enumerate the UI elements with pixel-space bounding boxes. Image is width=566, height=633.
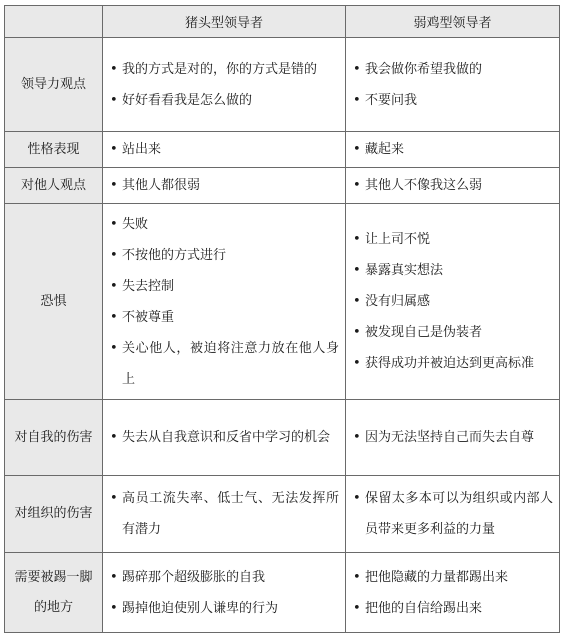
bullet-list [109,170,339,201]
pig-head-cell [103,38,346,132]
list-item: • 暴露真实想法 [352,255,553,286]
list-item: • 好好看看我是怎么做的 [109,85,339,116]
list-item: • 没有归属感 [352,286,553,317]
bullet-list [352,134,553,165]
list-item: • 失去从自我意识和反省中学习的机会 [109,422,339,453]
header-pig-head-leader: 猪头型领导者 [103,6,346,38]
bullet-list [352,562,553,624]
weak-chicken-cell [346,400,560,476]
list-item: • 我会做你希望我做的 [352,54,553,85]
row-label-text: 对组织的伤害 [14,506,93,521]
row-label-text: 恐惧 [40,293,67,309]
bullet-list [352,54,553,116]
pig-head-cell [103,204,346,400]
bullet-list [352,483,553,545]
list-item: • 不被尊重 [109,302,339,333]
list-item: • 保留太多本可以为组织或内部人员带来更多利益的力量 [352,483,553,545]
pig-head-cell [103,476,346,553]
header-corner-cell [5,6,103,38]
header-weak-chicken-leader: 弱鸡型领导者 [346,6,560,38]
bullet-list [109,134,339,165]
pig-head-cell [103,553,346,633]
row-label-text: 对他人观点 [20,177,86,193]
list-item: • 被发现自己是伪装者 [352,317,553,348]
list-item: • 高员工流失率、低士气、无法发挥所有潜力 [109,483,339,545]
bullet-list [352,170,553,201]
list-item: • 不按他的方式进行 [109,240,339,271]
pig-head-cell [103,132,346,168]
weak-chicken-cell [346,38,560,132]
list-item: • 获得成功并被迫达到更高标准 [352,348,553,379]
row-label-text: 需要被踢一脚的地方 [14,569,93,615]
list-item: • 不要问我 [352,85,553,116]
table-row [5,553,560,633]
list-item: • 把他的自信给踢出来 [352,593,553,624]
list-item: • 站出来 [109,134,339,165]
row-label [5,168,103,204]
weak-chicken-cell [346,553,560,633]
list-item: • 其他人都很弱 [109,170,339,201]
bullet-list [109,562,339,624]
bullet-list [109,209,339,395]
row-label-text: 对自我的伤害 [14,429,93,445]
table-row [5,168,560,204]
bullet-list [352,224,553,379]
bullet-list [109,54,339,116]
table-row [5,204,560,400]
list-item: • 把他隐藏的力量都踢出来 [352,562,553,593]
row-label [5,476,103,553]
bullet-list [109,422,339,453]
list-item: • 关心他人，被迫将注意力放在他人身上 [109,333,339,395]
pig-head-cell [103,400,346,476]
row-label-text: 领导力观点 [20,76,86,92]
list-item: • 让上司不悦 [352,224,553,255]
list-item: • 藏起来 [352,134,553,165]
row-label [5,553,103,633]
row-label [5,132,103,168]
list-item: • 踢碎那个超级膨胀的自我 [109,562,339,593]
table-row [5,476,560,553]
row-label [5,38,103,132]
weak-chicken-cell [346,204,560,400]
list-item: • 踢掉他迫使别人谦卑的行为 [109,593,339,624]
bullet-list [109,483,339,545]
bullet-list [352,422,553,453]
comparison-table-container [4,5,559,620]
pig-head-cell [103,168,346,204]
list-item: • 因为无法坚持自己而失去自尊 [352,422,553,453]
weak-chicken-cell [346,168,560,204]
list-item: • 失败 [109,209,339,240]
list-item: • 失去控制 [109,271,339,302]
weak-chicken-cell [346,476,560,553]
table-row [5,38,560,132]
row-label [5,204,103,400]
row-label [5,400,103,476]
list-item: • 其他人不像我这么弱 [352,170,553,201]
leader-comparison-table [4,5,560,633]
table-row [5,132,560,168]
list-item: • 我的方式是对的，你的方式是错的 [109,54,339,85]
weak-chicken-cell [346,132,560,168]
row-label-text: 性格表现 [27,141,80,157]
table-row [5,400,560,476]
header-row [5,6,560,38]
